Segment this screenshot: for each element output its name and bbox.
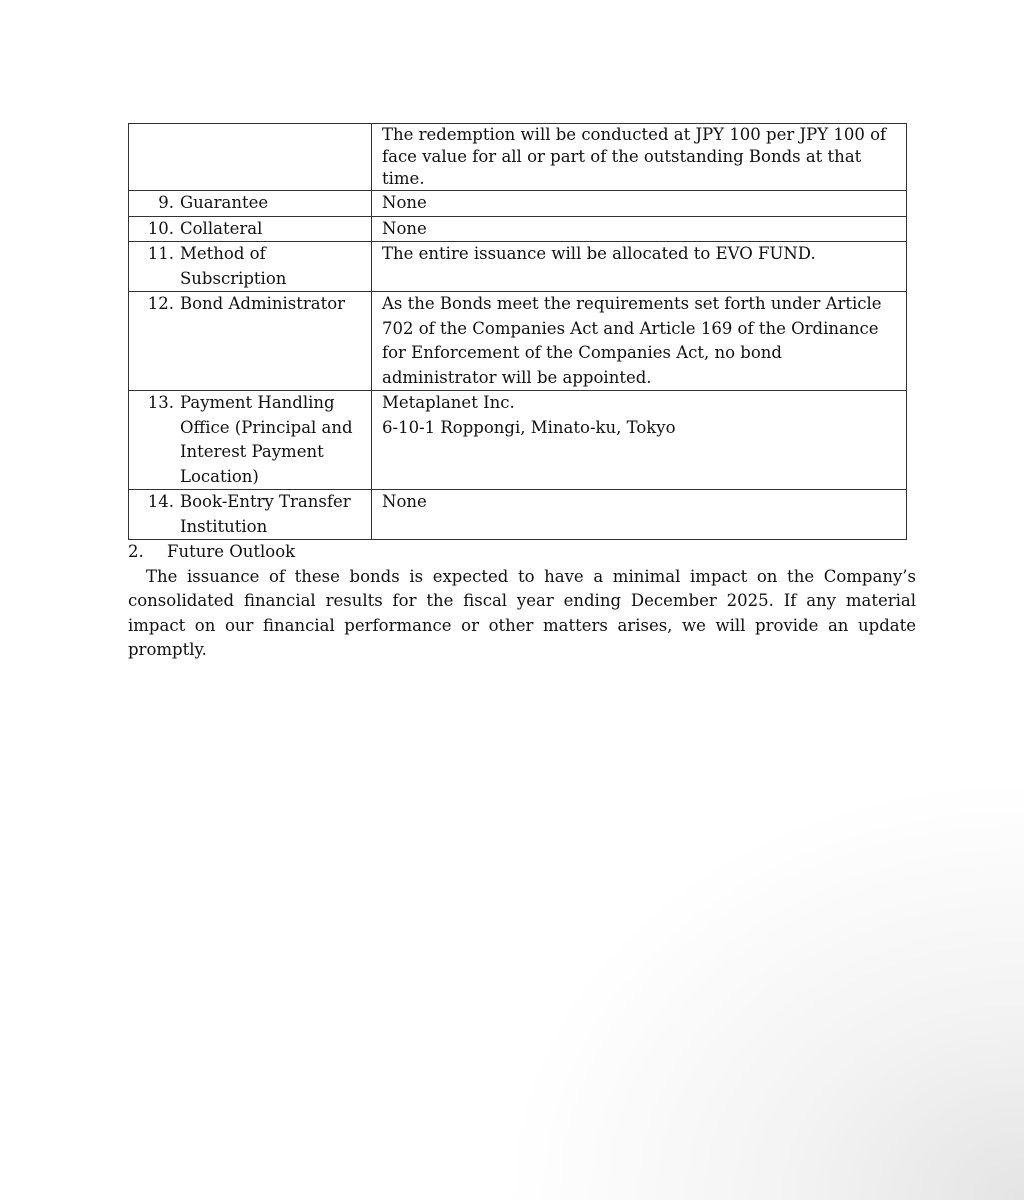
description-line: 6-10-1 Roppongi, Minato-ku, Tokyo [382,417,676,437]
description-cell [372,391,907,490]
item-label: Guarantee [180,193,269,212]
item-number: 10. [147,218,174,238]
item-label-line: Office (Principal and [180,417,353,437]
item-cell [129,242,372,292]
description-line: None [382,193,427,212]
item-cell [129,216,372,242]
table-row [129,490,907,540]
item-label: Collateral [180,218,263,238]
description-line: administrator will be appointed. [382,367,652,387]
item-label-line: Book-Entry Transfer [180,492,351,511]
table-row [129,124,907,191]
future-outlook-section [128,540,916,663]
item-label-line: Location) [180,466,259,486]
item-label-line: Interest Payment [180,442,324,461]
item-cell [129,292,372,391]
table-row [129,292,907,391]
item-number: 11. [147,244,174,263]
description-cell [372,490,907,540]
item-cell [129,490,372,540]
section-body: The issuance of these bonds is expected to have a minimal impact on the Company’s consolidated financial results for the fiscal year ending December 2025. If any material impact on our financial performance or other matters arises, we will provide an update promptly. [128,566,916,659]
item-label-line: Payment Handling [180,393,335,412]
description-line: None [382,218,427,238]
item-number: 9. [158,193,174,212]
item-cell [129,191,372,217]
description-line: The entire issuance will be allocated to EVO FUND. [382,244,816,263]
item-label: Method of Subscription [180,244,287,288]
description-cell [372,242,907,292]
bond-terms-table [128,123,907,540]
description-cell [372,216,907,242]
description-cell [372,124,907,191]
description-line: Metaplanet Inc. [382,393,515,412]
section-number: 2. [128,542,144,561]
table-row [129,242,907,292]
item-label-line: Institution [180,516,268,536]
table-row [129,191,907,217]
description-cell [372,191,907,217]
description-line: As the Bonds meet the requirements set forth under Article [382,294,882,313]
description-line: The redemption will be conducted at JPY 100 per JPY 100 of [382,125,887,144]
description-line: None [382,492,427,511]
item-number: 13. [147,393,174,412]
item-label [180,391,363,489]
section-title: Future Outlook [167,542,296,561]
item-number: 12. [147,294,174,313]
section-heading [128,540,916,565]
table-row [129,391,907,490]
item-cell [129,391,372,490]
table-row [129,216,907,242]
description-line: 702 of the Companies Act and Article 169 of the Ordinance [382,318,879,338]
item-label [180,490,363,539]
item-number: 14. [147,492,174,511]
item-label: Bond Administrator [180,294,346,313]
description-cell [372,292,907,391]
item-cell [129,124,372,191]
description-line: time. [382,169,425,188]
description-line: for Enforcement of the Companies Act, no bond [382,343,782,362]
description-line: face value for all or part of the outstanding Bonds at that [382,147,862,166]
